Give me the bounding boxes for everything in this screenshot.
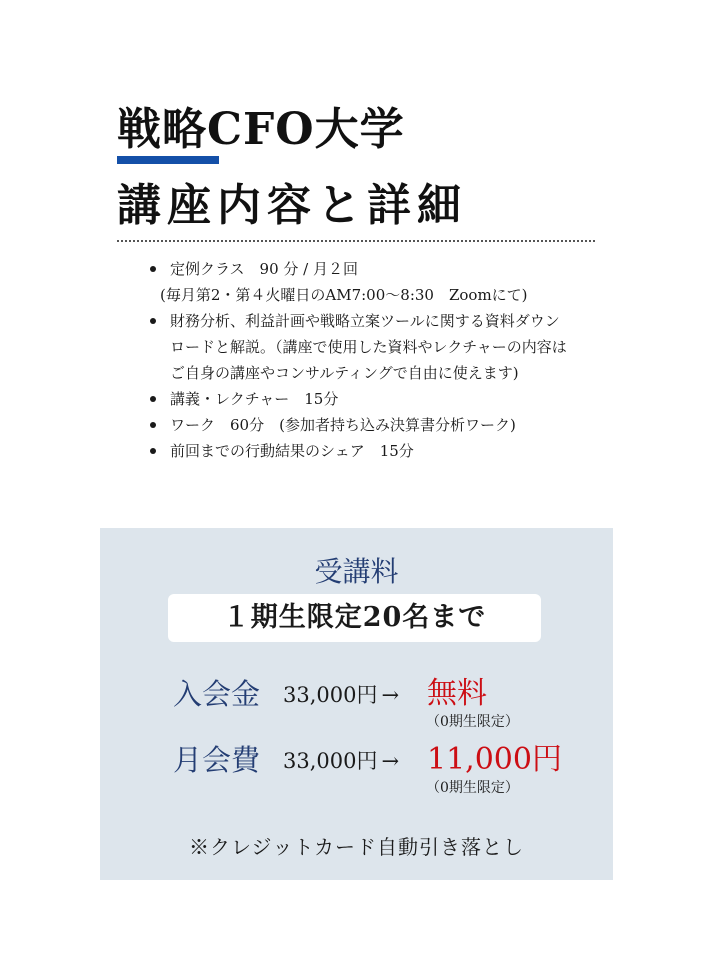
dotted-divider <box>117 240 595 242</box>
fee-original-amount: 33,000円 <box>283 683 378 707</box>
list-item <box>148 412 573 438</box>
list-item-text: 講義・レクチャー 15分 <box>170 390 339 408</box>
list-item-text: 財務分析、利益計画や戦略立案ツールに関する資料ダウンロードと解説。（講座で使用した資料やレクチャーの内容はご自身の講座やコンサルティングで自由に使えます) <box>170 312 567 382</box>
fee-panel <box>100 528 613 880</box>
list-item <box>148 256 573 308</box>
arrow-right-icon: → <box>381 683 400 707</box>
fee-original-price <box>283 679 399 711</box>
list-item <box>148 386 573 412</box>
fee-label: 月会費 <box>173 743 261 777</box>
fee-row-monthly <box>100 740 613 800</box>
title-accent-bar <box>117 156 219 164</box>
list-item <box>148 438 573 464</box>
arrow-right-icon: → <box>381 749 400 773</box>
fee-original-amount: 33,000円 <box>283 749 378 773</box>
fee-discounted-price: 無料 <box>427 676 487 711</box>
fee-discounted-price: 11,000円 <box>427 742 562 777</box>
payment-footnote: ※クレジットカード自動引き落とし <box>189 835 524 859</box>
fee-original-price <box>283 745 399 777</box>
fee-note: （0期生限定） <box>426 780 519 796</box>
fee-label: 入会金 <box>173 677 261 711</box>
fee-heading: 受講料 <box>314 555 399 588</box>
fee-row-admission <box>100 674 613 734</box>
fee-note: （0期生限定） <box>426 714 519 730</box>
list-item <box>148 308 573 386</box>
list-item-text: 定例クラス 90 分 / 月２回 <box>170 260 358 278</box>
page-title: 戦略CFO大学 <box>117 104 405 155</box>
enrollment-limit-badge: １期生限定20名まで <box>168 594 541 642</box>
page-subtitle: 講座内容と詳細 <box>117 180 467 231</box>
list-item-subtext: (毎月第2・第４火曜日のAM7:00〜8:30 Zoomにて) <box>160 286 528 304</box>
list-item-text: 前回までの行動結果のシェア 15分 <box>170 442 414 460</box>
course-details-list <box>148 256 573 464</box>
list-item-text: ワーク 60分 (参加者持ち込み決算書分析ワーク) <box>170 416 516 434</box>
